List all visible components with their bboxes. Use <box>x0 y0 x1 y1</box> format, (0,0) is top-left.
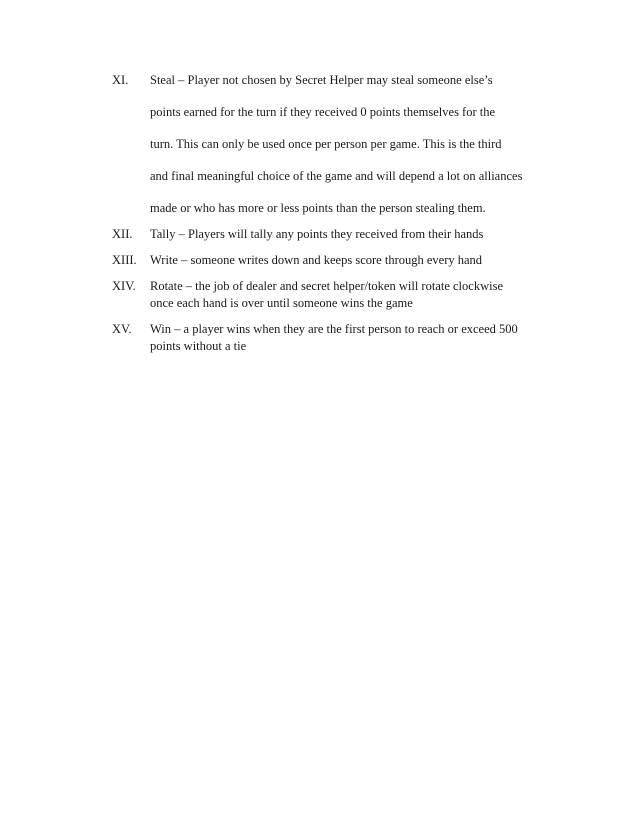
list-item-rotate <box>112 278 552 312</box>
list-numeral: XIV. <box>112 279 136 293</box>
text-line: points earned for the turn if they received 0 points themselves for the <box>150 105 496 119</box>
text-line: Rotate – the job of dealer and secret helper/token will rotate clockwise <box>150 279 503 293</box>
list-numeral: XI. <box>112 73 129 87</box>
text-line: made or who has more or less points than the person stealing them. <box>150 201 486 215</box>
list-item-steal <box>112 64 552 224</box>
list-item-win <box>112 321 552 355</box>
text-line: Write – someone writes down and keeps score through every hand <box>150 253 483 267</box>
list-item-text <box>150 252 552 269</box>
list-numeral: XV. <box>112 322 132 336</box>
rules-list <box>112 71 552 364</box>
text-line: Win – a player wins when they are the first person to reach or exceed 500 <box>150 322 518 336</box>
list-numeral: XII. <box>112 227 133 241</box>
list-item-tally <box>112 226 552 243</box>
list-numeral: XIII. <box>112 253 137 267</box>
list-item-write <box>112 252 552 269</box>
list-item-text <box>150 226 552 243</box>
list-item-text <box>150 64 552 224</box>
text-line: and final meaningful choice of the game and will depend a lot on alliances <box>150 169 523 183</box>
text-line: once each hand is over until someone wins the game <box>150 296 413 310</box>
text-line: Tally – Players will tally any points they received from their hands <box>150 227 484 241</box>
list-item-text <box>150 278 552 312</box>
text-line: Steal – Player not chosen by Secret Helper may steal someone else’s <box>150 73 493 87</box>
list-item-text <box>150 321 552 355</box>
text-line: points without a tie <box>150 339 247 353</box>
text-line: turn. This can only be used once per person per game. This is the third <box>150 137 502 151</box>
